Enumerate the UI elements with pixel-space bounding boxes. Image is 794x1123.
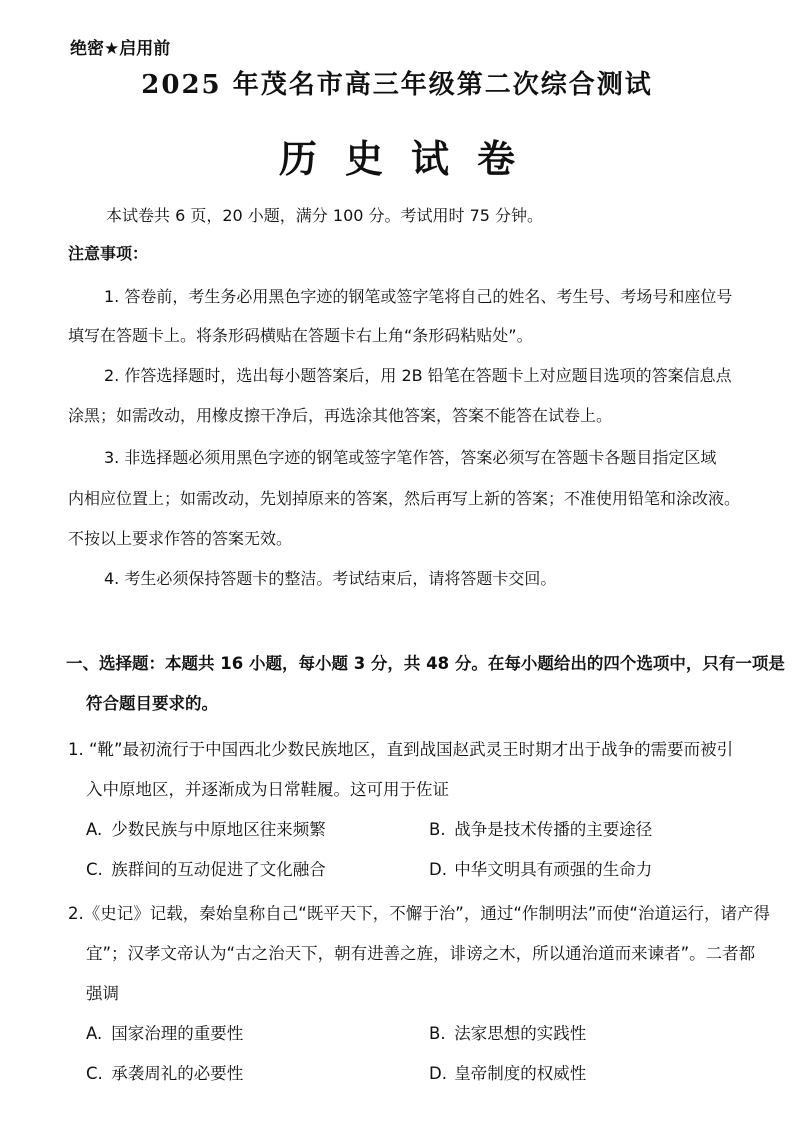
option-label: B. [429,820,446,839]
option-label: D. [429,860,447,879]
option-text: 皇帝制度的权威性 [454,1064,587,1083]
question-1-stem: 1. “靴”最初流行于中国西北少数民族地区，直到战国赵武灵王时期才出于战争的需要而被引 [68,740,734,759]
notice-line: 不按以上要求作答的答案无效。 [68,529,293,548]
question-2-stem: 2.《史记》记载，秦始皇称自己“既平天下，不懈于治”，通过“作制明法”而使“治道运行，诸产得 [68,904,770,923]
notice-heading: 注意事项： [68,244,149,263]
question-1-option-b [429,816,652,840]
question-1-option-c [86,856,326,880]
notice-line: 涂黑；如需改动，用橡皮擦干净后，再选涂其他答案，答案不能答在试卷上。 [68,406,613,425]
option-label: A. [86,1024,103,1043]
option-text: 法家思想的实践性 [454,1024,587,1043]
question-2-stem-end: 强调 [86,984,119,1003]
option-text: 中华文明具有顽强的生命力 [454,860,653,879]
subject-title: 历史试卷 [278,136,543,181]
option-label: C. [86,860,103,879]
section-heading: 一、选择题：本题共 16 小题，每小题 3 分，共 48 分。在每小题给出的四个选项中，只有一项是 [66,654,785,673]
notice-line: 内相应位置上；如需改动，先划掉原来的答案，然后再写上新的答案；不准使用铅笔和涂改液。 [68,489,741,508]
option-label: A. [86,820,103,839]
option-text: 战争是技术传播的主要途径 [454,820,653,839]
question-2-stem-cont: 宜”；汉孝文帝认为“古之治天下，朝有进善之旌，诽谤之木，所以通治道而来谏者”。二者都 [86,944,756,963]
notice-line: 填写在答题卡上。将条形码横贴在答题卡右上角“条形码粘贴处”。 [68,326,533,345]
question-1-stem-cont: 入中原地区，并逐渐成为日常鞋履。这可用于佐证 [86,780,449,799]
notice-line: 2. 作答选择题时，选出每小题答案后，用 2B 铅笔在答题卡上对应题目选项的答案信息点 [104,366,732,385]
question-2-option-d [429,1060,586,1084]
question-2-option-c [86,1060,243,1084]
option-text: 承袭周礼的必要性 [111,1064,244,1083]
notice-line: 1. 答卷前，考生务必用黑色字迹的钢笔或签字笔将自己的姓名、考生号、考场号和座位号 [104,287,733,306]
question-1-option-d [429,856,652,880]
notice-line: 4. 考生必须保持答题卡的整洁。考试结束后，请将答题卡交回。 [104,569,557,588]
exam-intro: 本试卷共 6 页，20 小题，满分 100 分。考试用时 75 分钟。 [106,206,544,225]
question-2-option-a [86,1020,243,1044]
option-text: 族群间的互动促进了文化融合 [111,860,326,879]
option-label: B. [429,1024,446,1043]
option-text: 国家治理的重要性 [111,1024,244,1043]
confidential-mark: 绝密★启用前 [70,39,171,59]
notice-line: 3. 非选择题必须用黑色字迹的钢笔或签字笔作答，答案必须写在答题卡各题目指定区域 [104,448,717,467]
exam-title: 2025 年茂名市高三年级第二次综合测试 [141,70,653,100]
question-1-option-a [86,816,326,840]
option-label: C. [86,1064,103,1083]
option-text: 少数民族与中原地区往来频繁 [111,820,326,839]
option-label: D. [429,1064,447,1083]
section-heading-cont: 符合题目要求的。 [86,694,218,713]
question-2-option-b [429,1020,586,1044]
